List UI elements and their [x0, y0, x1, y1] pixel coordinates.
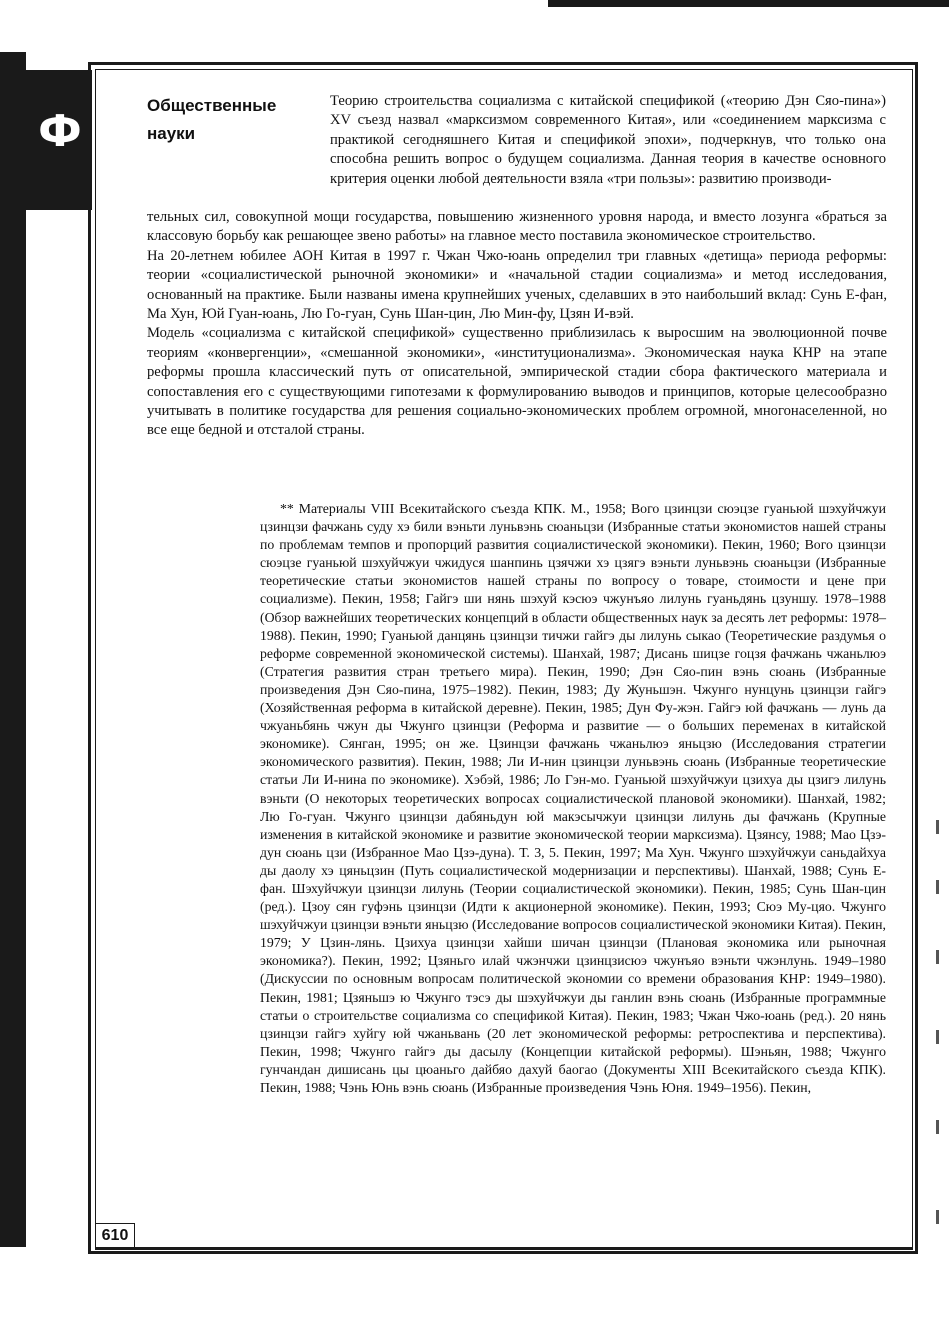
top-edge-bar — [548, 0, 949, 7]
intro-paragraph — [330, 92, 886, 189]
intro-paragraph-rest: тельных сил, совокупной мощи государства, повышению жизненного уровня народа, и вместо лозунга «браться за классовую борьбу как решающее звено работы» на главное место поставила экономическое строительство. — [147, 209, 887, 245]
body-text — [147, 208, 887, 441]
references-text: ** Материалы VIII Всекитайского съезда КПК. М., 1958; Вого цзинцзи сюэцзе гуаньюй шэхуйчжуи цзинцзи фачжань суду хэ били вэньти луньвэнь сюаньцзи (Избранные статьи экономистов нашей страны по проблемам темпов и пропорций развития социалистической экономики). Пекин, 1960; Вого цзинцзи сюэцзе гуаньюй шэхуйчжуи чжидуся шанпинь цзячжи хэ цзягэ вэньти луньвэнь сюаньцзи (Избранные теоретические статьи экономистов нашей страны по вопросу о товаре, стоимости и цене при социализме). Пекин, 1958; Гайгэ ши нянь шэхуй кэсюэ чжунъяо лилунь гуаньдянь цзуншу. 1978–1988 (Обзор важнейших теоретических концепций в области общественных наук за десять лет реформы: 1978–1988). Пекин, 1990; Гуаньюй данцянь цзинцзи тичжи гайгэ ды лилунь сыкао (Теоретические раздумья о реформе современной экономической системы). Шанхай, 1987; Дисань шицзе гоцзя фачжань чжаньлюэ (Стратегия развития стран третьего мира). Пекин, 1990; Дэн Сяо-пин вэнь сюань (Избранные произведения Дэн Сяо-пина, 1975–1982). Пекин, 1983; Ду Жуньшэн. Чжунго нунцунь цзинцзи гайгэ (Хозяйственная реформа в китайской деревне). Пекин, 1985; Дун Фу-жэн. Гайгэ юй фачжань — лунь да чжуаньбянь чжун ды Чжунго цзинцзи (Реформа и развитие — о больших переменах в китайской экономике). Сянган, 1995; он же. Цзинцзи фачжань чжаньлюэ яньцзю (Исследования стратегии экономического развития). Пекин, 1988; Ли И-нин цзинцзи луньвэнь сюань (Избранные теоретические статьи Ли И-нина по экономике). Хэбэй, 1986; Ло Гэн-мо. Гуаньюй шэхуйчжуи цзихуа ды цзигэ лилунь вэньти (О некоторых теоретических вопросах социалистической плановой экономики). Шанхай, 1982; Лю Го-гуан. Чжунго цзинцзи дабяньдун юй макэсычжуи цзинцзи лилунь ды фачжань (Крупные изменения в китайской экономике и развитие экономической теории марксизма). Цзянсу, 1988; Мао Цзэ-дун сюань цзи (Избранное Мао Цзэ-дуна). Т. 3, 5. Пекин, 1997; Ма Хун. Чжунго шэхуйчжуи саньдайхуа ды даолу хэ цяньцзин (Путь социалистической модернизации и перспективы). Шанхай, 1988; Сунь Е-фан. Шэхуйчжуи цзинцзи лилунь (Теории социалистической экономики). Пекин, 1985; Сунь Шан-цин (ред.). Цзоу сян гуфэнь цзинцзи (Идти к акционерной экономике). Пекин, 1993; Сюэ Му-цяо. Чжунго шэхуйчжуи цзинцзи вэньти яньцзю (Исследование вопросов социалистической экономики Китая). Пекин, 1979; У Цзин-лянь. Цзихуа цзинцзи хайши шичан цзинцзи (Плановая экономика или рыночная экономика?). Пекин, 1992; Цзяньго илай чжэнчжи цзинцзисюэ чжунъяо вэньти чжэнлунь. 1949–1980 (Дискуссии по основным вопросам политической экономии со времени образования КНР: 1949–1980). Пекин, 1981; Цзяньшэ ю Чжунго тэсэ ды шэхуйчжуи ды ганлин вэнь сюань (Избранные программные статьи о строительстве социализма со спецификой Китая). Пекин, 1983; Чжан Чжо-юань (ред.). 20 нянь цзинцзи гайгэ хуйгу юй чжаньвань (20 лет экономической реформы: ретроспектива и перспектива). Пекин, 1998; Чжунго гайгэ ды дасылу (Концепции китайской реформы). Шэньян, 1988; Чжунго гунчандан дишисань цы цюаньго дайбяо дахуй баогао (Документы XIII Всекитайского съезда КПК). Пекин, 1988; Чэнь Юнь вэнь сюань (Избранные произведения Чэнь Юня. 1949–1956). Пекин, — [260, 501, 886, 1095]
intro-paragraph-top: Теорию строительства социализма с китайской спецификой («теорию Дэн Сяо-пина») XV съезд назвал «марксизмом современного Китая», или «соединением марксизма с практикой сегодняшнего Китая и спецификой эпохи», подчеркнув, что только она способна решить вопрос о будущем социализма. Данная теория в качестве основного критерия оценки любой деятельности взяла «три пользы»: развитию производи- — [330, 93, 886, 187]
bottom-rule — [95, 1247, 913, 1250]
margin-mark — [936, 880, 939, 894]
margin-mark — [936, 950, 939, 964]
section-tab-glyph: Ф — [38, 106, 82, 157]
margin-mark — [936, 1120, 939, 1134]
references-block — [260, 500, 886, 1097]
margin-mark — [936, 1210, 939, 1224]
page-number: 610 — [101, 1227, 129, 1244]
margin-marks — [936, 820, 940, 1240]
paragraph-2: На 20-летнем юбилее АОН Китая в 1997 г. Чжан Чжо-юань определил три главных «детища» периода реформы: теории «социалистической рыночной экономики» и «начальной стадии социализма» и метод исследования, основанный на практике. Были названы имена крупнейших ученых, сделавших в это наибольший вклад: Сунь Е-фан, Ма Хун, Юй Гуан-юань, Лю Го-гуан, Сунь Шан-цин, Лю Мин-фу, Цзян И-вэй. — [147, 247, 887, 323]
left-edge-bar — [0, 52, 26, 1247]
margin-mark — [936, 820, 939, 834]
paragraph-3: Модель «социализма с китайской спецификой» существенно приблизилась к выросшим на эволюционной почве теориям «конвергенции», «смешанной экономики», «институционализма». Экономическая наука КНР на этапе реформы прошла классический путь от описательной, эмпирической стадии сбора фактического материала и сопоставления его с существующими гипотезами к формулированию выводов и принципов, которые целесообразно учитывать в политике государства для решения социально-экономических проблем огромной, многонаселенной, но все еще бедной и отсталой страны. — [147, 325, 887, 439]
margin-mark — [936, 1030, 939, 1044]
section-title: Общественные науки — [147, 96, 277, 143]
